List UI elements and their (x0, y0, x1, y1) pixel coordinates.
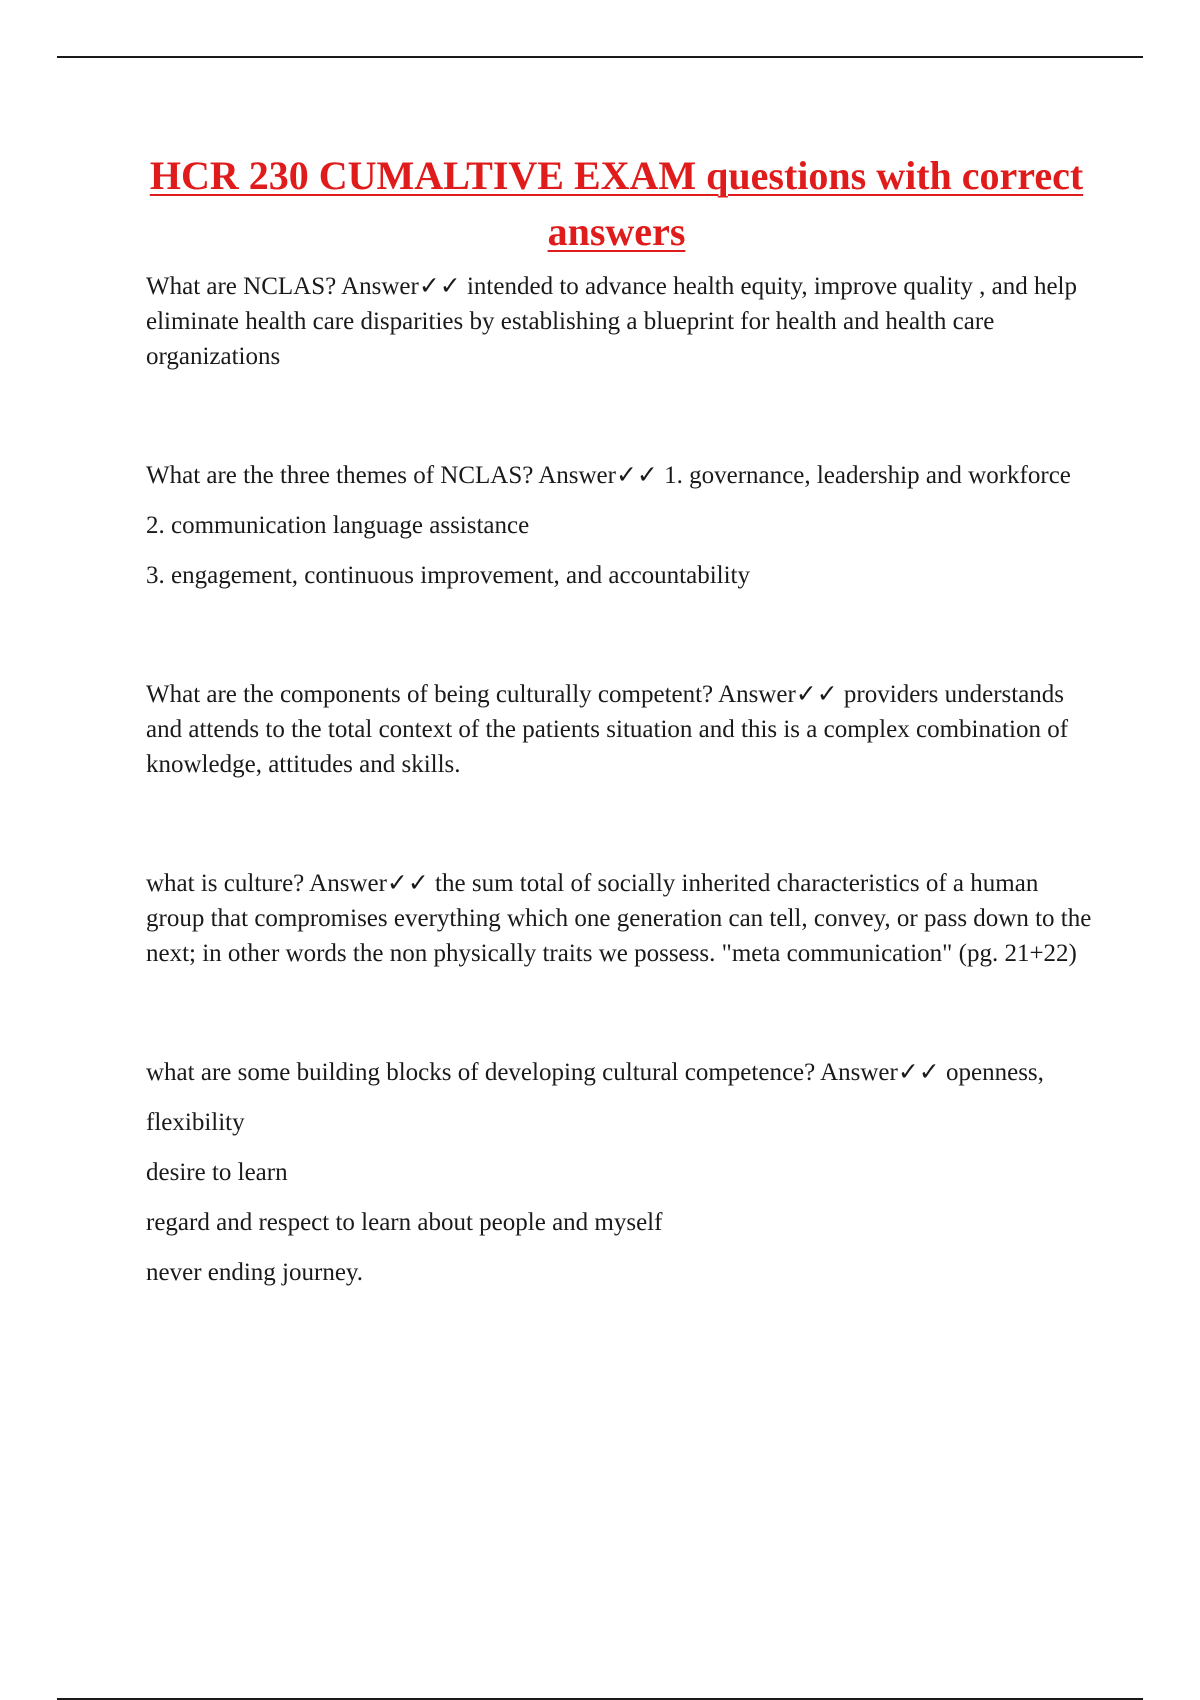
qa-item-1 (146, 269, 1096, 374)
answer-line: 2. communication language assistance (146, 512, 530, 539)
qa-item-4 (146, 866, 1096, 971)
answer-line: 3. engagement, continuous improvement, and accountability (146, 562, 751, 589)
qa-question-answer: What are NCLAS? Answer✓✓ intended to advance health equity, improve quality , and help eliminate health care disparities by establishing a blueprint for health and health care organizations (146, 273, 1077, 370)
document-body (146, 269, 1096, 1374)
answer-line: flexibility (146, 1109, 245, 1136)
qa-question-answer: what are some building blocks of developing cultural competence? Answer✓✓ openness, (146, 1059, 1044, 1086)
answer-line: desire to learn (146, 1159, 288, 1186)
qa-question-answer: What are the three themes of NCLAS? Answer✓✓ 1. governance, leadership and workforce (146, 462, 1071, 489)
qa-item-3 (146, 677, 1096, 782)
answer-line: regard and respect to learn about people and myself (146, 1209, 663, 1236)
qa-item-5 (146, 1055, 1096, 1290)
document-title: HCR 230 CUMALTIVE EXAM questions with correct answers (149, 153, 1084, 254)
qa-item-2 (146, 458, 1096, 593)
header-rule (57, 56, 1143, 58)
qa-question-answer: What are the components of being culturally competent? Answer✓✓ providers understands and attends to the total context of the patients situation and this is a complex combination of knowledge, attitudes and skills. (146, 681, 1069, 778)
answer-line: never ending journey. (146, 1259, 364, 1286)
qa-question-answer: what is culture? Answer✓✓ the sum total of socially inherited characteristics of a human group that compromises everything which one generation can tell, convey, or pass down to the next; in other words the non physically traits we possess. "meta communication" (pg. 21+22) (146, 870, 1092, 967)
